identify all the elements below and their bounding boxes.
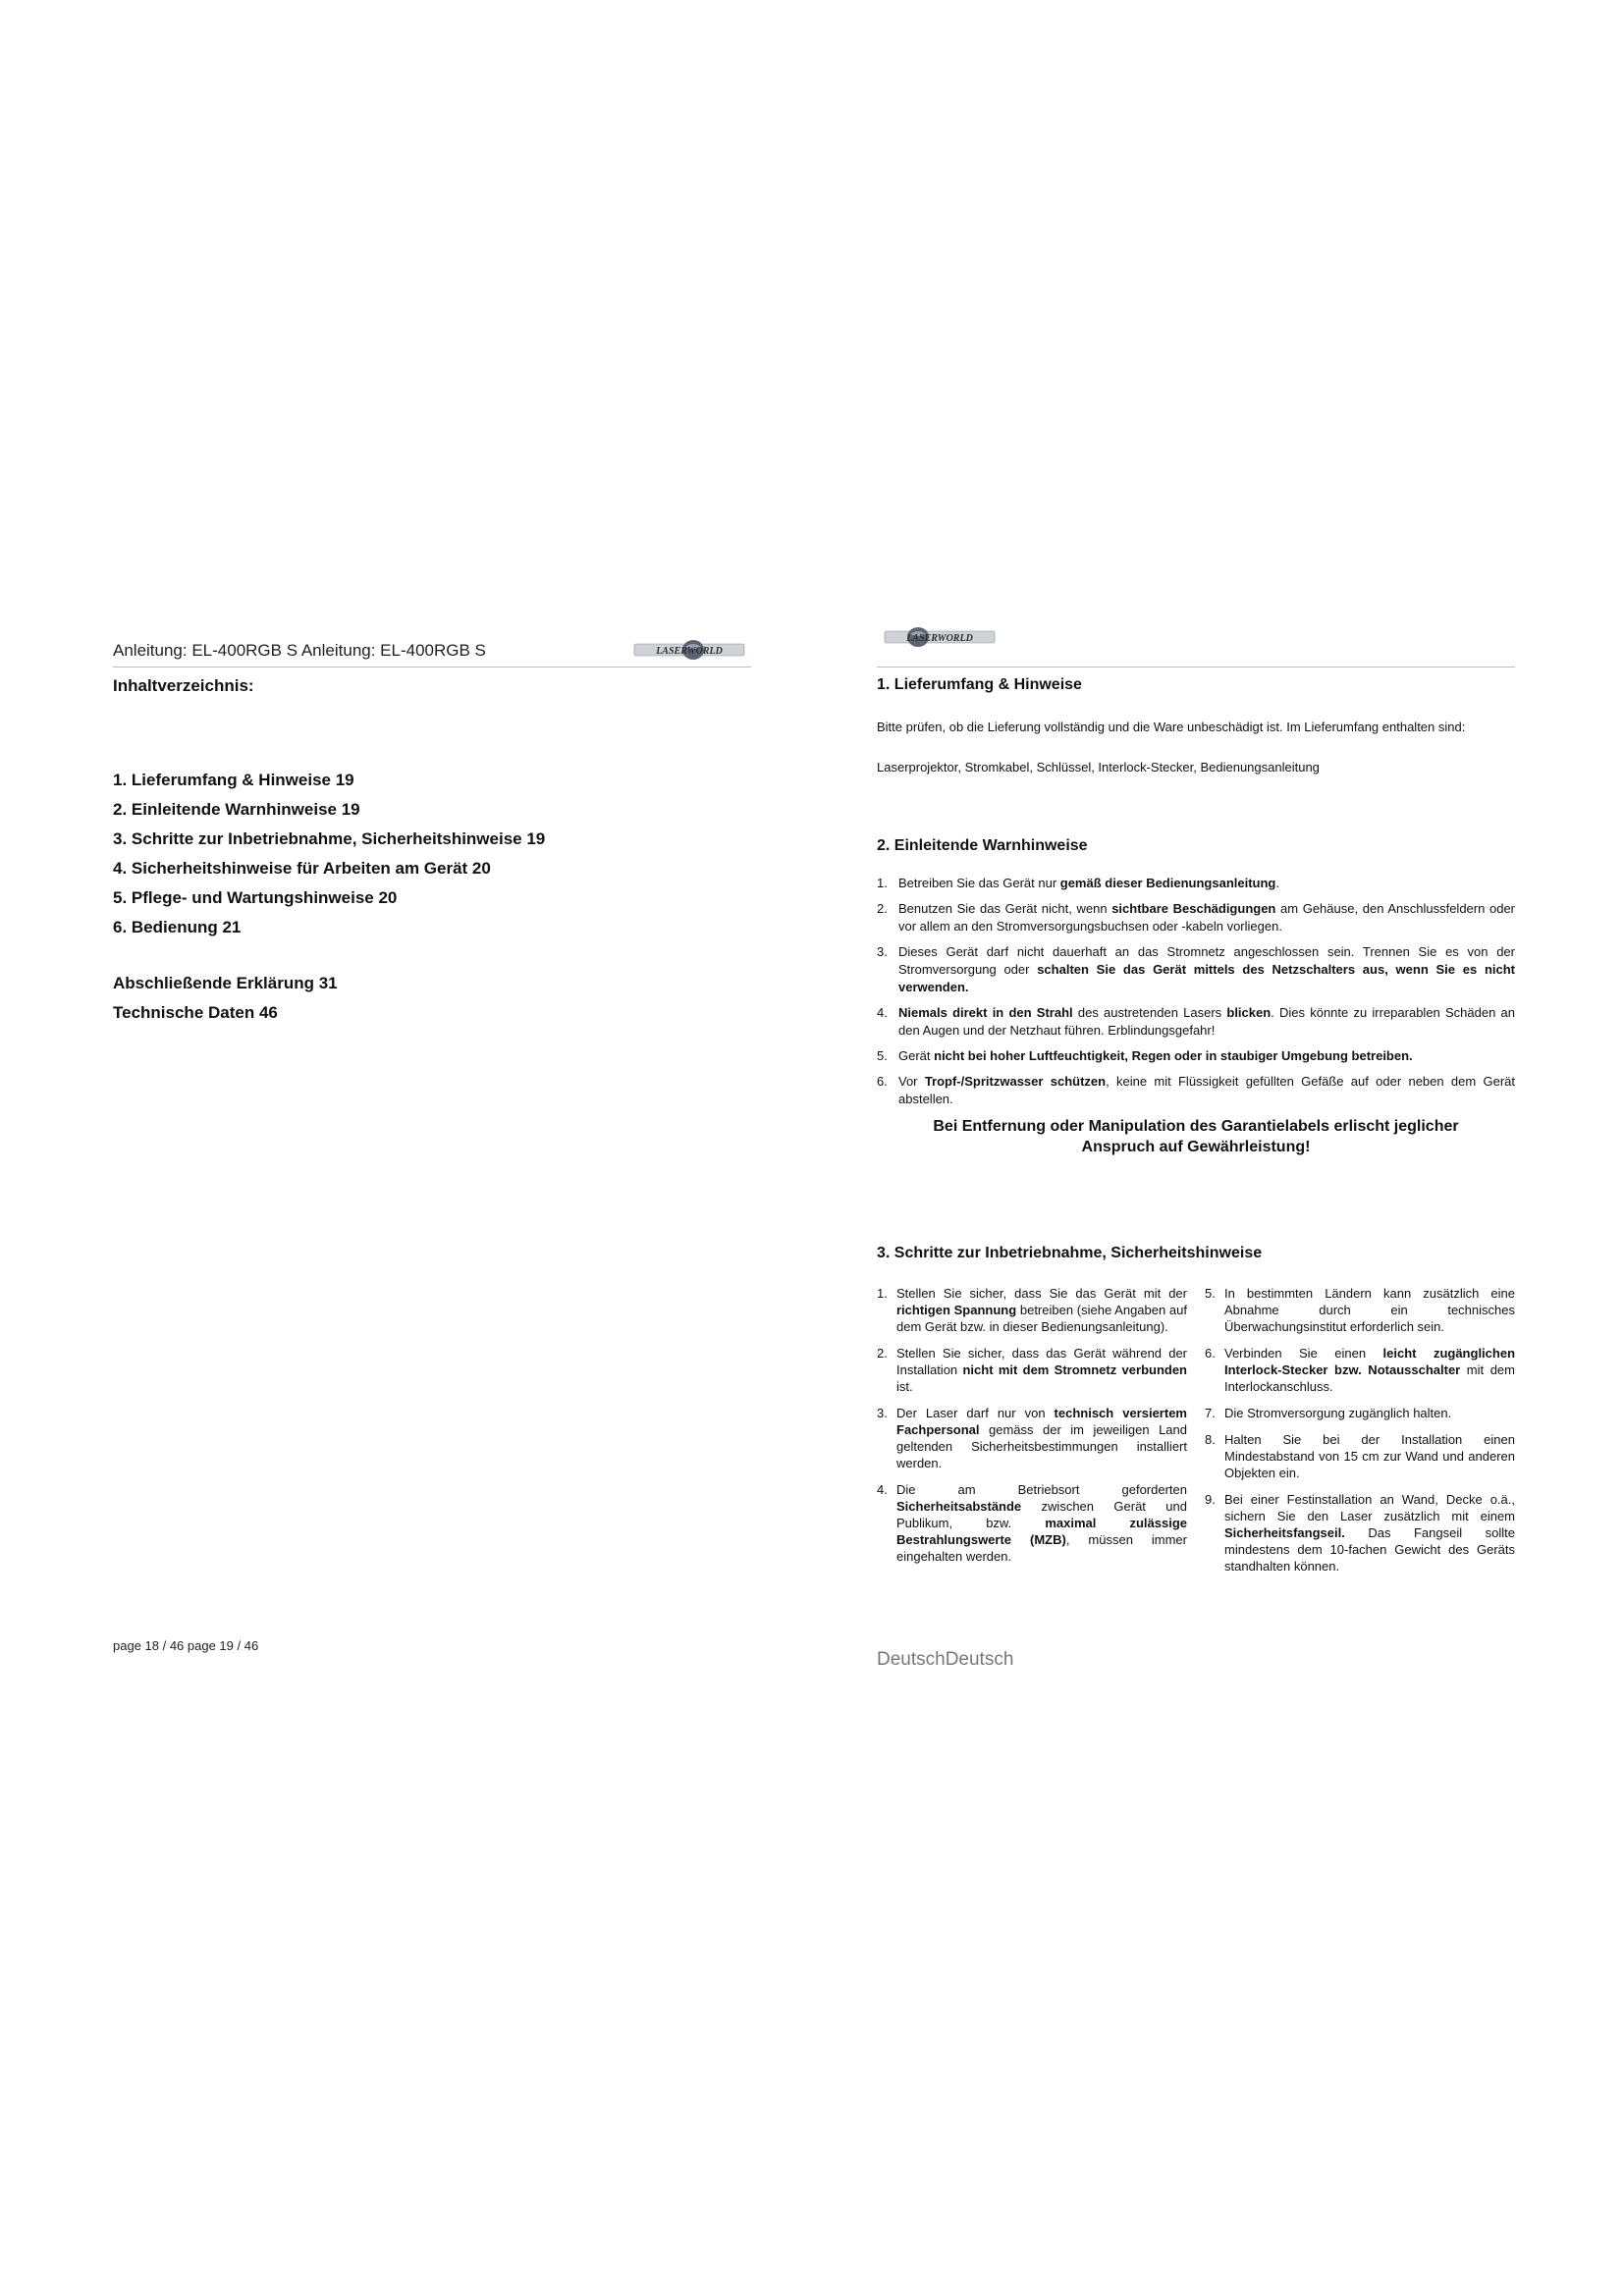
toc-list-appendix [113, 969, 338, 1028]
setup-step: 3. Der Laser darf nur von technisch versiertem Fachpersonal gemäss der im jeweiligen Land geltenden Sicherheitsbestimmungen installiert werden. [877, 1406, 1187, 1470]
toc-item[interactable]: Technische Daten 46 [113, 1003, 278, 1022]
header-title: Anleitung: EL-400RGB S Anleitung: EL-400RGB S [113, 641, 486, 660]
toc-item[interactable]: 1. Lieferumfang & Hinweise 19 [113, 771, 354, 789]
svg-text:LASERWORLD: LASERWORLD [906, 633, 973, 644]
section-title: 2. Einleitende Warnhinweise [877, 837, 1088, 854]
toc-item[interactable]: 3. Schritte zur Inbetriebnahme, Sicherheitshinweise 19 [113, 829, 546, 848]
warning-item: 4. Niemals direkt in den Strahl des austretenden Lasers blicken. Dies könnte zu irreparablen Schäden an den Augen und der Netzhaut führen. Erblindungsgefahr! [877, 1005, 1515, 1038]
laserworld-logo-graphic [879, 626, 1001, 650]
laserworld-logo [628, 639, 751, 663]
warning-item: 6. Vor Tropf-/Spritzwasser schützen, keine mit Flüssigkeit gefüllten Gefäße auf oder neben dem Gerät abstellen. [877, 1074, 1516, 1106]
toc-item[interactable]: 5. Pflege- und Wartungshinweise 20 [113, 888, 398, 907]
laserworld-logo [879, 626, 1001, 650]
toc-list [113, 766, 545, 942]
toc-heading: Inhaltverzeichnis: [113, 676, 254, 695]
laserworld-logo-graphic [628, 639, 751, 663]
section-title: 3. Schritte zur Inbetriebnahme, Sicherheitshinweise [877, 1245, 1263, 1261]
setup-steps-columns [877, 1285, 1515, 1584]
svg-text:LASERWORLD: LASERWORLD [656, 646, 723, 657]
setup-step: 2. Stellen Sie sicher, dass das Gerät während der Installation nicht mit dem Stromnetz verbunden ist. [877, 1346, 1187, 1394]
toc-item[interactable]: 2. Einleitende Warnhinweise 19 [113, 800, 360, 819]
setup-step: 6. Verbinden Sie einen leicht zugänglichen Interlock-Stecker bzw. Notausschalter mit dem Interlockanschluss. [1205, 1346, 1516, 1394]
warning-item: 2. Benutzen Sie das Gerät nicht, wenn sichtbare Beschädigungen am Gehäuse, den Anschlussfeldern oder vor allem an den Stromversorgungsbuchsen oder -kabeln vorliegen. [877, 901, 1515, 934]
guarantee-notice: Bei Entfernung oder Manipulation des Garantielabels erlischt jeglicher Anspruch auf Gewährleistung! [933, 1118, 1459, 1155]
setup-steps-right-column [1205, 1285, 1515, 1584]
setup-step: 9. Bei einer Festinstallation an Wand, Decke o.ä., sichern Sie den Laser zusätzlich mit einem Sicherheitsfangseil. Das Fangseil sollte mindestens dem 10-fachen Gewicht des Geräts standhalten können. [1205, 1492, 1515, 1574]
section-inbetriebnahme [877, 1245, 1515, 1262]
section-lieferumfang [877, 676, 1515, 776]
section-title: 1. Lieferumfang & Hinweise [877, 676, 1082, 693]
setup-step: 4. Die am Betriebsort geforderten Sicherheitsabstände zwischen Gerät und Publikum, bzw. maximal zulässige Bestrahlungswerte (MZB), müssen immer eingehalten werden. [877, 1482, 1187, 1564]
page-footer: page 18 / 46 page 19 / 46 [113, 1638, 259, 1653]
section-warnhinweise [877, 837, 1515, 1157]
setup-step: 8. Halten Sie bei der Installation einen Mindestabstand von 15 cm zur Wand und anderen Objekten ein. [1205, 1432, 1515, 1480]
warning-list [877, 875, 1515, 1108]
delivery-contents: Laserprojektor, Stromkabel, Schlüssel, Interlock-Stecker, Bedienungsanleitung [877, 760, 1320, 774]
setup-step: 1. Stellen Sie sicher, dass Sie das Gerät mit der richtigen Spannung betreiben (siehe Angaben auf dem Gerät bzw. in dieser Bedienungsanleitung). [877, 1286, 1187, 1334]
toc-item[interactable]: Abschließende Erklärung 31 [113, 974, 338, 992]
right-page [812, 0, 1624, 2296]
setup-step: 7. Die Stromversorgung zugänglich halten. [1205, 1406, 1452, 1420]
toc-item[interactable]: 4. Sicherheitshinweise für Arbeiten am Gerät 20 [113, 859, 491, 878]
language-footer: DeutschDeutsch [877, 1649, 1014, 1670]
setup-step: 5. In bestimmten Ländern kann zusätzlich eine Abnahme durch ein technisches Überwachungsinstitut erforderlich sein. [1205, 1286, 1515, 1334]
section-intro: Bitte prüfen, ob die Lieferung vollständig und die Ware unbeschädigt ist. Im Lieferumfang enthalten sind: [877, 720, 1466, 734]
warning-item: 5. Gerät nicht bei hoher Luftfeuchtigkeit, Regen oder in staubiger Umgebung betreiben. [877, 1048, 1413, 1063]
warning-item: 3. Dieses Gerät darf nicht dauerhaft an das Stromnetz angeschlossen sein. Trennen Sie es von der Stromversorgung oder schalten Sie das Gerät mittels des Netzschalters aus, wenn Sie es nicht verwenden. [877, 944, 1515, 994]
setup-steps-left-column [877, 1285, 1187, 1584]
warning-item: 1. Betreiben Sie das Gerät nur gemäß dieser Bedienungsanleitung. [877, 876, 1279, 890]
toc-item[interactable]: 6. Bedienung 21 [113, 918, 242, 936]
